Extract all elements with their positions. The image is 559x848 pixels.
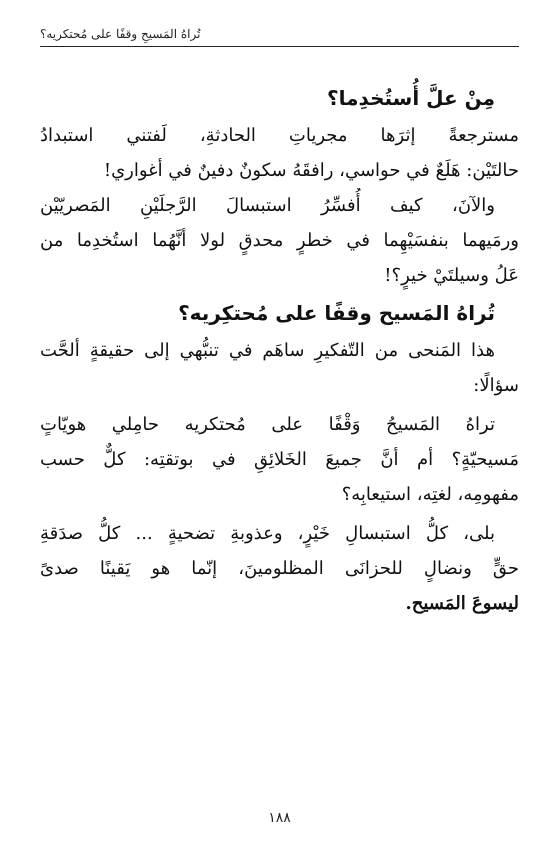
paragraph-line: والآنَ، كيف أُفسِّرُ استبسالَ الرَّجلَيْنِ المَصريّيْن [40, 195, 495, 216]
paragraph-line: مَسيحيّةٍ؟ أم أنَّ جميعَ الخَلائِقِ في بوتقتِه: كلٌّ حسب [40, 449, 519, 470]
paragraph-line: هذا المَنحى من التّفكيرِ ساهَم في تنبُّهي إلى حقيقةٍ ألحَّت [40, 340, 495, 361]
section-heading-2: تُراهُ المَسيح وقفًا على مُحتكِريه؟ [178, 301, 495, 325]
page-number: ١٨٨ [268, 810, 291, 826]
paragraph-line: ليسوعَ المَسيح. [405, 593, 519, 614]
paragraph-2 [40, 333, 519, 403]
paragraph-line: حقٍّ ونضالٍ للحزانَى المظلومينَ، إنّما هو يَقينًا صدىً [40, 558, 519, 579]
paragraph-line: حالتَيْن: هَلَعٌ في حواسي، رافقَهُ سكونٌ دفينٌ في أغواري! [103, 160, 519, 181]
running-header: تُراهُ المَسيحِ وقفًا على مُحتكريه؟ [40, 22, 519, 47]
paragraph-4 [40, 516, 519, 621]
paragraph-line: تراهُ المَسيحُ وَقْفًا على مُحتكريه حامِلي هويّاتٍ [40, 414, 495, 435]
paragraph-line: ورمَيهما بنفسَيْهِما في خطرٍ محدقٍ لولا أنَّهُما استُخدِما من [40, 230, 519, 251]
paragraph-3 [40, 407, 519, 512]
paragraph-line: مسترجعةً إثرَها مجرياتِ الحادثةِ، لَفتني استبدادُ [40, 125, 519, 146]
paragraph-line: عَلُ وسيلتَيْ خيرٍ؟! [384, 265, 519, 286]
paragraph-line: مفهومِه، لغتِه، استيعابِه؟ [341, 484, 519, 505]
section-heading-1: مِنْ علَّ أُستُخدِما؟ [327, 86, 495, 110]
paragraph-line: بلى، كلُّ استبسالِ خَيْرٍ، وعذوبةِ تضحيةٍ ... كلُّ صدَقةِ [40, 523, 495, 544]
paragraph-1 [40, 118, 519, 293]
paragraph-line: سؤالًا: [473, 375, 519, 396]
page-content [40, 78, 519, 621]
